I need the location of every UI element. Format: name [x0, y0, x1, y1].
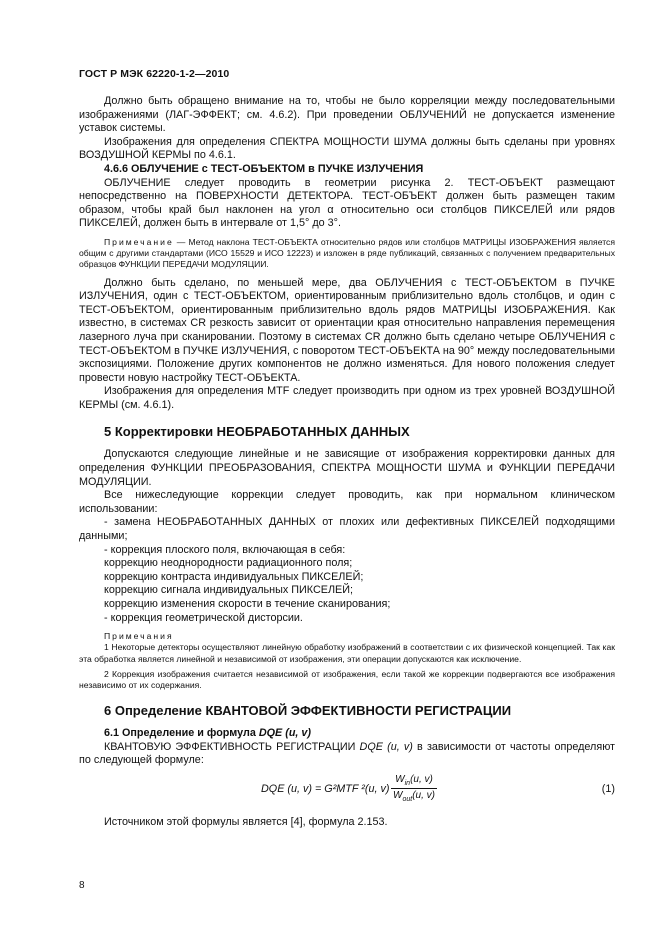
- note-label: Примечание: [104, 236, 174, 247]
- formula-block: [79, 774, 615, 810]
- numerator-subscript: in: [404, 780, 411, 787]
- subsection-title-formula: DQE (u, v): [258, 727, 312, 740]
- paragraph: Должно быть обращено внимание на то, чтобы не было корреляции между последовательными изображениями (ЛАГ-ЭФФЕКТ; см. 4.6.2). При проведении ОБЛУЧЕНИЙ не допускается изменение уставок системы.: [79, 95, 615, 135]
- denominator-args: (u, v): [412, 790, 435, 801]
- paragraph: [79, 741, 615, 768]
- note-text: — Метод наклона ТЕСТ-ОБЪЕКТА относительно рядов или столбцов МАТРИЦЫ ИЗОБРАЖЕНИЯ является общим с другими стандартами (ИСО 15529 и ИСО 12223) и изложен в ряде публикаций, связанных с получением предварительных образцов ФУНКЦИИ ПЕРЕДАЧИ МОДУЛЯЦИИ.: [79, 236, 615, 270]
- subsection-title-text: 6.1 Определение и формула: [104, 727, 259, 740]
- numerator-symbol: W: [395, 774, 405, 785]
- paragraph: Должно быть сделано, по меньшей мере, два ОБЛУЧЕНИЯ с ТЕСТ-ОБЪЕКТОМ в ПУЧКЕ ИЗЛУЧЕНИЯ, один с ТЕСТ-ОБЪЕКТОМ, ориентированным приблизительно вдоль столбцов, и один с ТЕСТ-ОБЪЕКТОМ, ориентированным приблизительно вдоль рядов МАТРИЦЫ ИЗОБРАЖЕНИЯ. Как известно, в системах CR резкость зависит от ориентации края относительно направления перемещения лазерного луча при сканировании. Поэтому в системах CR должно быть сделано четыре ОБЛУЧЕНИЯ с ТЕСТ-ОБЪЕКТОМ в ПУЧКЕ ИЗЛУЧЕНИЯ, с поворотом ТЕСТ-ОБЪЕКТА на 90° между последовательными экспозициями. Положение других компонентов не должно изменяться. Для нового положения следует провести новую настройку ТЕСТ-ОБЪЕКТА.: [79, 276, 615, 384]
- formula-fraction: [391, 774, 437, 803]
- list-item: - коррекция плоского поля, включающая в себя:: [104, 543, 346, 556]
- section-heading-5: 5 Корректировки НЕОБРАБОТАННЫХ ДАННЫХ: [104, 424, 410, 440]
- inline-formula: DQE (u, v): [359, 740, 413, 753]
- formula-lhs: DQE (u, v) = G²MTF ²(u, v): [261, 783, 390, 795]
- subsection-heading-4-6-6: 4.6.6 ОБЛУЧЕНИЕ с ТЕСТ-ОБЪЕКТОМ в ПУЧКЕ ИЗЛУЧЕНИЯ: [104, 162, 424, 175]
- paragraph-text: в зависимости от частоты определяют по следующей формуле:: [79, 740, 615, 767]
- paragraph: Источником этой формулы является [4], формула 2.153.: [104, 816, 388, 828]
- list-item: коррекцию контраста индивидуальных ПИКСЕЛЕЙ;: [104, 570, 364, 583]
- list-item: - замена НЕОБРАБОТАННЫХ ДАННЫХ от плохих или дефективных ПИКСЕЛЕЙ подходящими данными;: [79, 516, 615, 543]
- subsection-heading-6-1: [79, 727, 615, 741]
- numerator-args: (u, v): [410, 774, 433, 785]
- paragraph: Изображения для определения СПЕКТРА МОЩНОСТИ ШУМА должны быть сделаны при уровнях ВОЗДУШНОЙ КЕРМЫ по 4.6.1.: [79, 135, 615, 162]
- page-body: [79, 95, 615, 830]
- note: 1 Некоторые детекторы осуществляют линейную обработку изображений в соответствии с их физической концепцией. Так как эта обработка является линейной и независимой от изображения, эти операции допускаются как исключение.: [79, 642, 615, 664]
- formula-numerator: [391, 774, 437, 789]
- paragraph: Изображения для определения MTF следует производить при одном из трех уровней ВОЗДУШНОЙ КЕРМЫ (см. 4.6.1).: [79, 385, 615, 411]
- list-item: коррекцию неоднородности радиационного поля;: [104, 557, 353, 570]
- denominator-symbol: W: [393, 790, 403, 801]
- denominator-subscript: out: [402, 796, 413, 803]
- page-number: 8: [79, 880, 85, 891]
- list-item: коррекцию сигнала индивидуальных ПИКСЕЛЕЙ;: [104, 584, 353, 597]
- list-item: - коррекция геометрической дисторсии.: [104, 611, 303, 624]
- paragraph-text: КВАНТОВУЮ ЭФФЕКТИВНОСТЬ РЕГИСТРАЦИИ: [104, 740, 360, 753]
- running-header: ГОСТ Р МЭК 62220-1-2—2010: [79, 68, 230, 80]
- paragraph: Допускаются следующие линейные и не зависящие от изображения корректировки данных для определения ФУНКЦИИ ПРЕОБРАЗОВАНИЯ, СПЕКТРА МОЩНОСТИ ШУМА и ФУНКЦИИ ПЕРЕДАЧИ МОДУЛЯЦИИ.: [79, 448, 615, 488]
- paragraph: Все нижеследующие коррекции следует проводить, как при нормальном клиническом использовании:: [79, 489, 615, 515]
- notes-heading: Примечания: [104, 631, 174, 642]
- paragraph: ОБЛУЧЕНИЕ следует проводить в геометрии рисунка 2. ТЕСТ-ОБЪЕКТ размещают непосредственно на ПОВЕРХНОСТИ ДЕТЕКТОРА. ТЕСТ-ОБЪЕКТ должен быть размещен таким образом, чтобы край был наклонен на угол α относительно оси столбцов ПИКСЕЛЕЙ или рядов ПИКСЕЛЕЙ, должен быть в интервале от 1,5° до 3°.: [79, 176, 615, 230]
- note: [79, 237, 615, 271]
- list-item: коррекцию изменения скорости в течение сканирования;: [104, 598, 391, 611]
- section-heading-6: 6 Определение КВАНТОВОЙ ЭФФЕКТИВНОСТИ РЕГИСТРАЦИИ: [104, 703, 512, 719]
- formula-denominator: [391, 789, 437, 803]
- formula-number: (1): [601, 783, 615, 795]
- note: 2 Коррекция изображения считается независимой от изображения, если такой же коррекции подвергаются все изображения независимо от их содержания.: [79, 668, 615, 691]
